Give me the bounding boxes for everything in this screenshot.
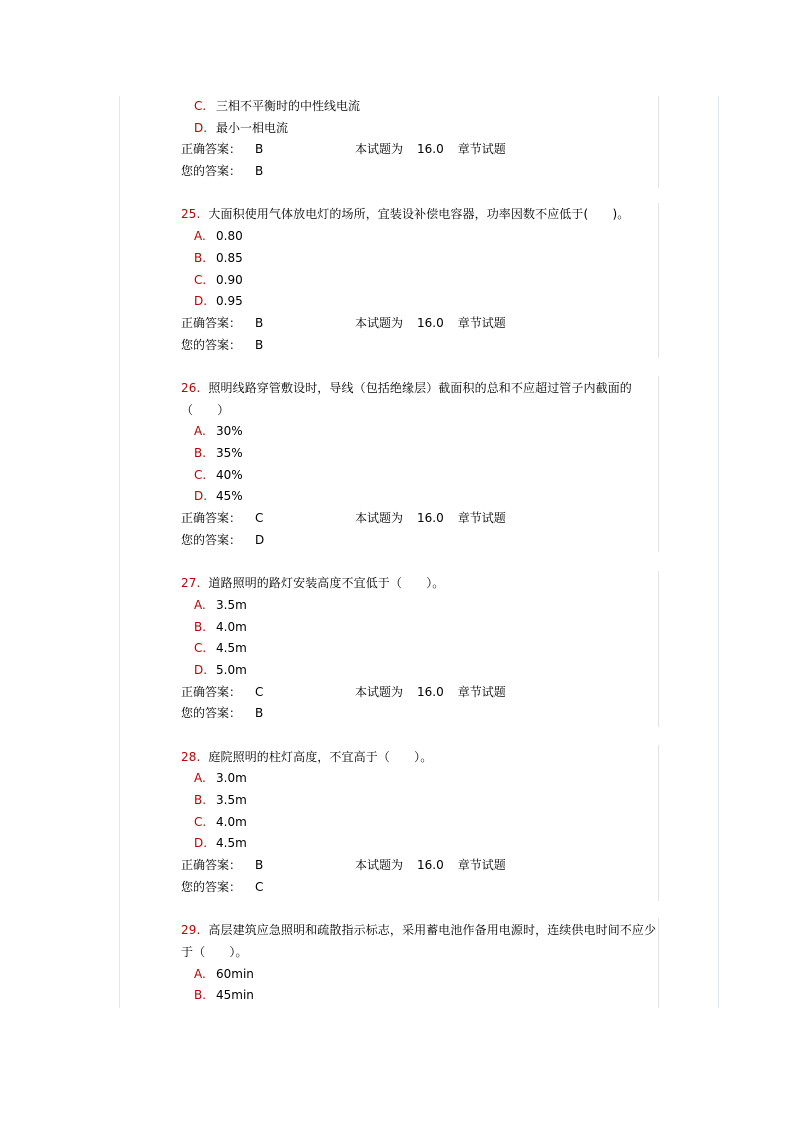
option-text: 60min: [216, 966, 254, 981]
option-c: [181, 465, 661, 487]
correct-answer-value: B: [255, 315, 264, 330]
option-c: [181, 270, 661, 292]
option-text: 45min: [216, 988, 254, 1003]
option-letter: C.: [194, 814, 207, 829]
score-label: 本试题为: [355, 142, 404, 157]
correct-answer-label: 正确答案：: [181, 858, 242, 873]
option-d: [181, 486, 661, 508]
chapter-label: 章节试题: [457, 858, 506, 873]
option-letter: C.: [194, 467, 207, 482]
score-value: 16.0: [417, 142, 444, 157]
option-d: [181, 660, 661, 682]
option-letter: D.: [194, 120, 208, 135]
chapter-label: 章节试题: [457, 684, 506, 699]
option-letter: B.: [194, 446, 207, 461]
option-text: 0.95: [216, 294, 243, 309]
your-answer-value: D: [255, 532, 265, 547]
your-answer-row: [181, 877, 661, 899]
your-answer-row: [181, 161, 661, 183]
question-list: [181, 96, 661, 1007]
option-text: 45%: [216, 489, 243, 504]
option-b: [181, 443, 661, 465]
correct-answer-label: 正确答案：: [181, 511, 242, 526]
your-answer-label: 您的答案：: [181, 337, 242, 352]
option-letter: C.: [194, 99, 207, 113]
question-block: [181, 920, 661, 1007]
option-letter: D.: [194, 294, 208, 309]
question-text: [181, 747, 659, 769]
your-answer-value: C: [255, 879, 264, 894]
option-letter: A.: [194, 771, 206, 786]
option-letter: D.: [194, 489, 208, 504]
question-text: [181, 378, 659, 421]
correct-answer-row: [181, 855, 661, 877]
question-stem: 庭院照明的柱灯高度，不宜高于（ ）。: [208, 749, 433, 764]
question-block: [181, 573, 661, 725]
option-text: 最小一相电流: [216, 120, 289, 135]
option-letter: B.: [194, 793, 207, 808]
correct-answer-label: 正确答案：: [181, 684, 242, 699]
option-text: 三相不平衡时的中性线电流: [216, 99, 361, 113]
correct-answer-value: B: [255, 142, 264, 157]
your-answer-row: [181, 530, 661, 552]
your-answer-label: 您的答案：: [181, 164, 242, 179]
your-answer-value: B: [255, 337, 264, 352]
correct-answer-row: [181, 313, 661, 335]
option-text: 0.85: [216, 250, 243, 265]
question-block-continued: [181, 96, 661, 183]
option-letter: A.: [194, 597, 206, 612]
your-answer-value: B: [255, 706, 264, 721]
question-text: [181, 204, 659, 226]
option-text: 4.5m: [216, 836, 247, 851]
score-value: 16.0: [417, 684, 444, 699]
page-right-border: [718, 96, 719, 1008]
question-stem: 照明线路穿管敷设时，导线（包括绝缘层）截面积的总和不应超过管子内截面的（ ）: [181, 380, 632, 417]
correct-answer-value: C: [255, 511, 264, 526]
option-text: 4.0m: [216, 814, 247, 829]
correct-answer-row: [181, 508, 661, 530]
option-b: [181, 617, 661, 639]
chapter-label: 章节试题: [457, 511, 506, 526]
option-b: [181, 985, 661, 1007]
option-letter: C.: [194, 272, 207, 287]
option-d: [181, 118, 661, 140]
question-block: [181, 378, 661, 552]
question-stem: 高层建筑应急照明和疏散指示标志，采用蓄电池作备用电源时，连续供电时间不应少于（ ）。: [181, 923, 657, 959]
question-block: [181, 747, 661, 899]
your-answer-value: B: [255, 164, 264, 179]
option-b: [181, 790, 661, 812]
score-value: 16.0: [417, 858, 444, 873]
your-answer-row: [181, 703, 661, 725]
option-letter: B.: [194, 988, 207, 1003]
correct-answer-row: [181, 139, 661, 161]
option-text: 3.0m: [216, 771, 247, 786]
option-letter: B.: [194, 619, 207, 634]
option-c: [181, 638, 661, 660]
page-left-border: [119, 96, 120, 1008]
option-text: 30%: [216, 424, 243, 439]
chapter-label: 章节试题: [457, 142, 506, 157]
option-letter: A.: [194, 229, 206, 244]
option-a: [181, 421, 661, 443]
option-text: 3.5m: [216, 597, 247, 612]
your-answer-label: 您的答案：: [181, 879, 242, 894]
correct-answer-label: 正确答案：: [181, 142, 242, 157]
score-label: 本试题为: [355, 858, 404, 873]
question-text: [181, 573, 659, 595]
option-text: 40%: [216, 467, 243, 482]
option-letter: D.: [194, 662, 208, 677]
your-answer-row: [181, 335, 661, 357]
question-number: 29.: [181, 923, 201, 938]
score-label: 本试题为: [355, 511, 404, 526]
option-text: 3.5m: [216, 793, 247, 808]
correct-answer-row: [181, 682, 661, 704]
your-answer-label: 您的答案：: [181, 706, 242, 721]
option-a: [181, 226, 661, 248]
option-text: 4.5m: [216, 641, 247, 656]
question-number: 27.: [181, 576, 201, 591]
option-d: [181, 291, 661, 313]
option-letter: A.: [194, 966, 206, 981]
option-c: [181, 96, 661, 118]
question-number: 25.: [181, 207, 201, 222]
option-text: 4.0m: [216, 619, 247, 634]
correct-answer-label: 正确答案：: [181, 315, 242, 330]
your-answer-label: 您的答案：: [181, 532, 242, 547]
option-text: 5.0m: [216, 662, 247, 677]
question-number: 28.: [181, 749, 201, 764]
score-label: 本试题为: [355, 684, 404, 699]
option-text: 0.80: [216, 229, 243, 244]
score-label: 本试题为: [355, 315, 404, 330]
option-letter: A.: [194, 424, 206, 439]
correct-answer-value: B: [255, 858, 264, 873]
option-text: 35%: [216, 446, 243, 461]
option-d: [181, 833, 661, 855]
question-stem: 道路照明的路灯安装高度不宜低于（ ）。: [208, 576, 445, 591]
correct-answer-value: C: [255, 684, 264, 699]
option-letter: C.: [194, 641, 207, 656]
option-b: [181, 248, 661, 270]
question-number: 26.: [181, 380, 201, 395]
option-a: [181, 964, 661, 986]
option-a: [181, 595, 661, 617]
question-block: [181, 204, 661, 356]
option-letter: D.: [194, 836, 208, 851]
option-a: [181, 768, 661, 790]
question-stem: 大面积使用气体放电灯的场所，宜装设补偿电容器，功率因数不应低于( )。: [208, 207, 630, 222]
option-text: 0.90: [216, 272, 243, 287]
score-value: 16.0: [417, 315, 444, 330]
chapter-label: 章节试题: [457, 315, 506, 330]
option-letter: B.: [194, 250, 207, 265]
question-text: [181, 920, 659, 963]
option-c: [181, 812, 661, 834]
score-value: 16.0: [417, 511, 444, 526]
